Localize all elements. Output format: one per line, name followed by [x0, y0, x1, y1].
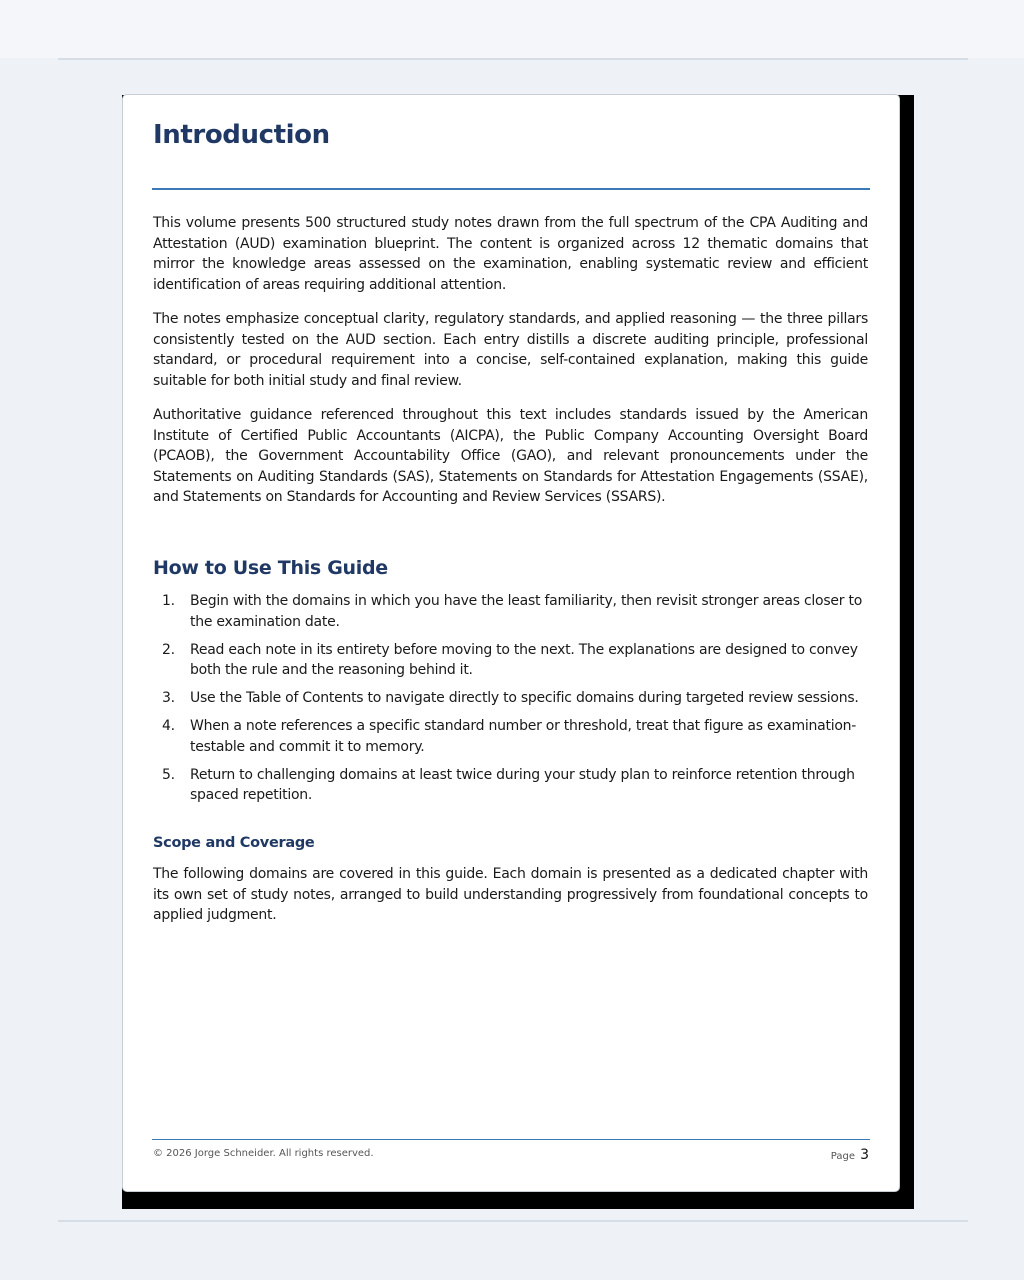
- intro-paragraph-2: The notes emphasize conceptual clarity, regulatory standards, and applied reasoning — the three pillars consistently tested on the AUD section. Each entry distills a discrete auditing principle, professional standard, or procedural requirement into a concise, self-contained explanation, making this guide suitable for both initial study and final review.: [153, 311, 868, 389]
- list-item: [153, 688, 869, 709]
- footer-page-indicator: [831, 1144, 869, 1163]
- intro-paragraph-3: Authoritative guidance referenced throughout this text includes standards issued by the American Institute of Certified Public Accountants (AICPA), the Public Company Accounting Oversight Board (PCAOB), the Government Accountability Office (GAO), and relevant pronouncements under the Statements on Auditing Standards (SAS), Statements on Standards for Attestation Engagements (SSAE), and Statements on Standards for Accounting and Review Services (SSARS).: [153, 407, 868, 505]
- list-item-text: Begin with the domains in which you have the least familiarity, then revisit stronger areas closer to the examination date.: [190, 593, 863, 630]
- scope-heading: Scope and Coverage: [153, 835, 315, 851]
- guide-steps-list: [153, 591, 869, 813]
- list-item-number: 1.: [162, 593, 175, 609]
- list-item: [153, 591, 869, 632]
- page-title: Introduction: [153, 120, 330, 150]
- footer-divider: [152, 1139, 870, 1140]
- footer-copyright: © 2026 Jorge Schneider. All rights reserved.: [153, 1148, 374, 1159]
- list-item-number: 3.: [162, 690, 175, 706]
- list-item: [153, 765, 869, 806]
- intro-paragraph-1: This volume presents 500 structured study notes drawn from the full spectrum of the CPA Auditing and Attestation (AUD) examination blueprint. The content is organized across 12 thematic domains that mirror the knowledge areas assessed on the examination, enabling systematic review and efficient identification of areas requiring additional attention.: [153, 215, 868, 293]
- list-item-text: Read each note in its entirety before moving to the next. The explanations are designed to convey both the rule and the reasoning behind it.: [190, 641, 858, 678]
- guide-heading: How to Use This Guide: [153, 557, 388, 579]
- bottom-divider: [58, 1220, 968, 1222]
- list-item-number: 4.: [162, 718, 175, 734]
- list-item: [153, 640, 869, 681]
- list-item-text: When a note references a specific standard number or threshold, treat that figure as examination-testable and commit it to memory.: [190, 718, 857, 755]
- scope-paragraph: The following domains are covered in this guide. Each domain is presented as a dedicated chapter with its own set of study notes, arranged to build understanding progressively from foundational concepts to applied judgment.: [153, 866, 868, 923]
- title-divider: [152, 188, 870, 190]
- top-divider: [58, 58, 968, 60]
- page-number: 3: [860, 1147, 869, 1163]
- list-item: [153, 716, 869, 757]
- list-item-number: 5.: [162, 766, 175, 783]
- list-item-text: Return to challenging domains at least twice during your study plan to reinforce retention through spaced repetition.: [190, 766, 855, 803]
- list-item-number: 2.: [162, 641, 175, 658]
- top-band: [0, 0, 1024, 58]
- document-page: [122, 94, 900, 1192]
- intro-body: [153, 213, 868, 522]
- page-label: Page: [830, 1151, 855, 1162]
- list-item-text: Use the Table of Contents to navigate directly to specific domains during targeted review sessions.: [190, 690, 859, 706]
